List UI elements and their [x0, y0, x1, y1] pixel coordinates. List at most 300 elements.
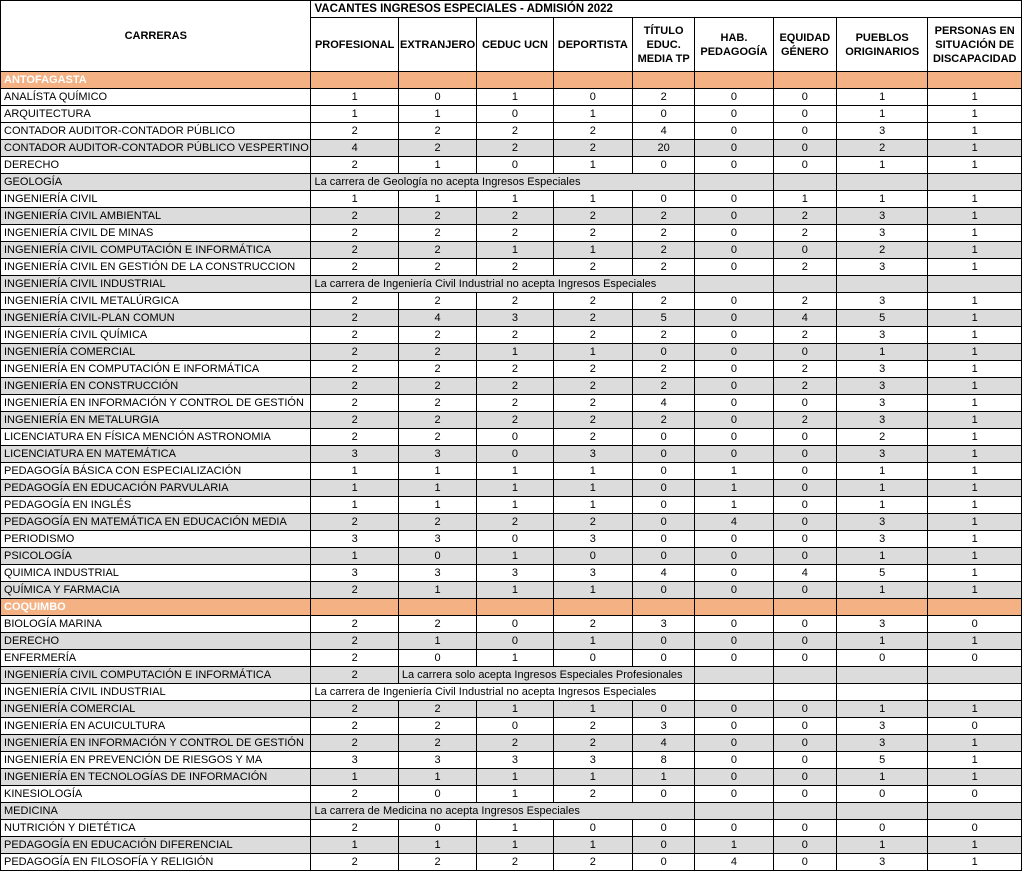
carreras-header: CARRERAS: [1, 1, 311, 72]
value-cell: 1: [553, 701, 632, 718]
value-cell: 0: [695, 718, 773, 735]
note-cell: La carrera de Ingeniería Civil Industrial no acepta Ingresos Especiales: [311, 684, 695, 701]
value-cell: 1: [477, 242, 553, 259]
empty-cell: [836, 803, 927, 820]
empty-cell: [695, 684, 773, 701]
value-cell: 2: [477, 293, 553, 310]
table-row: [1, 633, 1022, 650]
value-cell: 0: [477, 616, 553, 633]
value-cell: 2: [398, 327, 476, 344]
value-cell: 2: [477, 735, 553, 752]
value-cell: 2: [398, 378, 476, 395]
career-name: ENFERMERÍA: [1, 650, 311, 667]
value-cell: 0: [773, 157, 836, 174]
value-cell: 0: [553, 820, 632, 837]
value-cell: 2: [836, 242, 927, 259]
value-cell: 0: [695, 208, 773, 225]
value-cell: 2: [836, 429, 927, 446]
career-name: MEDICINA: [1, 803, 311, 820]
value-cell: 1: [477, 820, 553, 837]
value-cell: 1: [553, 480, 632, 497]
value-cell: 1: [928, 514, 1022, 531]
value-cell: 0: [773, 123, 836, 140]
table-row: [1, 514, 1022, 531]
value-cell: 1: [928, 225, 1022, 242]
value-cell: 0: [773, 701, 836, 718]
value-cell: 1: [477, 344, 553, 361]
value-cell: 1: [311, 548, 398, 565]
value-cell: 2: [553, 378, 632, 395]
career-name: KINESIOLOGÍA: [1, 786, 311, 803]
value-cell: 2: [398, 140, 476, 157]
value-cell: 0: [633, 191, 695, 208]
value-cell: 2: [477, 208, 553, 225]
value-cell: 0: [773, 395, 836, 412]
value-cell: 3: [836, 208, 927, 225]
value-cell: 3: [836, 259, 927, 276]
value-cell: 1: [928, 735, 1022, 752]
region-cell: [773, 72, 836, 89]
value-cell: 1: [553, 344, 632, 361]
career-name: LICENCIATURA EN MATEMÁTICA: [1, 446, 311, 463]
value-cell: 2: [311, 293, 398, 310]
value-cell: 0: [695, 361, 773, 378]
value-cell: 2: [311, 735, 398, 752]
value-cell: 1: [311, 191, 398, 208]
career-name: QUÍMICA Y FARMACIA: [1, 582, 311, 599]
value-cell: 2: [311, 242, 398, 259]
value-cell: 1: [928, 327, 1022, 344]
value-cell: 3: [836, 446, 927, 463]
value-cell: 0: [773, 497, 836, 514]
value-cell: 1: [836, 89, 927, 106]
table-row: [1, 616, 1022, 633]
value-cell: 2: [553, 310, 632, 327]
career-name: INGENIERÍA EN COMPUTACIÓN E INFORMÁTICA: [1, 361, 311, 378]
career-name: INGENIERÍA COMERCIAL: [1, 344, 311, 361]
value-cell: 2: [553, 140, 632, 157]
value-cell: 0: [773, 854, 836, 871]
value-cell: 4: [773, 310, 836, 327]
value-cell: 1: [398, 106, 476, 123]
value-cell: 4: [633, 395, 695, 412]
value-cell: 1: [836, 191, 927, 208]
value-cell: 2: [398, 701, 476, 718]
career-name: INGENIERÍA CIVIL QUÍMICA: [1, 327, 311, 344]
value-cell: 1: [398, 157, 476, 174]
value-cell: 3: [836, 225, 927, 242]
value-cell: 0: [695, 106, 773, 123]
value-cell: 0: [773, 106, 836, 123]
table-row: [1, 140, 1022, 157]
value-cell: 1: [928, 429, 1022, 446]
value-cell: 2: [398, 429, 476, 446]
value-cell: 2: [553, 616, 632, 633]
value-cell: 0: [477, 429, 553, 446]
career-name: DERECHO: [1, 633, 311, 650]
column-header: CEDUC UCN: [477, 18, 553, 72]
career-name: PEDAGOGÍA EN MATEMÁTICA EN EDUCACIÓN MEDIA: [1, 514, 311, 531]
career-name: DERECHO: [1, 157, 311, 174]
value-cell: 1: [928, 106, 1022, 123]
career-name: INGENIERÍA EN INFORMACIÓN Y CONTROL DE GESTIÓN: [1, 395, 311, 412]
value-cell: 0: [695, 89, 773, 106]
value-cell: 1: [398, 769, 476, 786]
value-cell: 3: [398, 565, 476, 582]
career-name: PEDAGOGÍA EN FILOSOFÍA Y RELIGIÓN: [1, 854, 311, 871]
value-cell: 1: [695, 837, 773, 854]
region-cell: [553, 72, 632, 89]
region-cell: [633, 599, 695, 616]
value-cell: 3: [633, 616, 695, 633]
value-cell: 0: [928, 616, 1022, 633]
value-cell: 2: [553, 259, 632, 276]
value-cell: 0: [773, 242, 836, 259]
value-cell: 1: [553, 582, 632, 599]
value-cell: 0: [773, 735, 836, 752]
value-cell: 0: [773, 514, 836, 531]
table-row: [1, 191, 1022, 208]
value-cell: 1: [311, 480, 398, 497]
column-header: PROFESIONAL: [311, 18, 398, 72]
value-cell: 2: [553, 429, 632, 446]
table-row: [1, 582, 1022, 599]
value-cell: 3: [836, 718, 927, 735]
value-cell: 0: [773, 582, 836, 599]
empty-cell: [773, 174, 836, 191]
value-cell: 0: [695, 259, 773, 276]
table-row: [1, 429, 1022, 446]
value-cell: 0: [633, 514, 695, 531]
value-cell: 2: [398, 514, 476, 531]
value-cell: 1: [928, 565, 1022, 582]
value-cell: 0: [553, 650, 632, 667]
empty-cell: [695, 174, 773, 191]
value-cell: 1: [695, 480, 773, 497]
value-cell: 2: [311, 701, 398, 718]
empty-cell: [928, 174, 1022, 191]
career-name: PERIODISMO: [1, 531, 311, 548]
value-cell: 0: [695, 786, 773, 803]
value-cell: 0: [773, 650, 836, 667]
value-cell: 2: [553, 123, 632, 140]
value-cell: 3: [836, 412, 927, 429]
value-cell: 3: [311, 565, 398, 582]
value-cell: 0: [928, 820, 1022, 837]
table-row: [1, 752, 1022, 769]
table-row: [1, 684, 1022, 701]
value-cell: 1: [836, 582, 927, 599]
value-cell: 2: [633, 225, 695, 242]
empty-cell: [836, 667, 927, 684]
region-name: COQUIMBO: [1, 599, 311, 616]
value-cell: 0: [477, 531, 553, 548]
empty-cell: [773, 803, 836, 820]
table-row: [1, 786, 1022, 803]
value-cell: 2: [773, 225, 836, 242]
value-cell: 2: [553, 514, 632, 531]
value-cell: 2: [311, 582, 398, 599]
value-cell: 2: [398, 616, 476, 633]
value-cell: 0: [928, 786, 1022, 803]
region-name: ANTOFAGASTA: [1, 72, 311, 89]
value-cell: 1: [836, 497, 927, 514]
career-name: INGENIERÍA EN ACUICULTURA: [1, 718, 311, 735]
value-cell: 2: [633, 242, 695, 259]
table-row: [1, 225, 1022, 242]
value-cell: 0: [928, 650, 1022, 667]
region-cell: [477, 72, 553, 89]
value-cell: 3: [836, 735, 927, 752]
value-cell: 2: [311, 378, 398, 395]
value-cell: 0: [695, 633, 773, 650]
value-cell: 0: [836, 820, 927, 837]
value-cell: 2: [553, 786, 632, 803]
value-cell: 1: [398, 837, 476, 854]
value-cell: 2: [553, 293, 632, 310]
value-cell: 2: [398, 242, 476, 259]
value-cell: 3: [836, 327, 927, 344]
value-cell: 4: [633, 565, 695, 582]
table-row: [1, 412, 1022, 429]
table-row: [1, 548, 1022, 565]
value-cell: 2: [311, 514, 398, 531]
value-cell: 0: [695, 395, 773, 412]
value-cell: 0: [773, 633, 836, 650]
value-cell: 0: [633, 548, 695, 565]
value-cell: 1: [928, 548, 1022, 565]
value-cell: 3: [311, 531, 398, 548]
value-cell: 0: [695, 412, 773, 429]
value-cell: 3: [553, 446, 632, 463]
region-cell: [311, 599, 398, 616]
value-cell: 0: [633, 854, 695, 871]
value-cell: 0: [398, 548, 476, 565]
value-cell: 0: [773, 140, 836, 157]
career-name: INGENIERÍA CIVIL DE MINAS: [1, 225, 311, 242]
value-cell: 2: [836, 140, 927, 157]
value-cell: 0: [773, 429, 836, 446]
value-cell: 2: [311, 259, 398, 276]
value-cell: 1: [398, 480, 476, 497]
value-cell: 1: [477, 701, 553, 718]
value-cell: 1: [836, 106, 927, 123]
region-cell: [928, 599, 1022, 616]
value-cell: 4: [695, 514, 773, 531]
value-cell: 2: [553, 412, 632, 429]
value-cell: 4: [773, 565, 836, 582]
value-cell: 2: [311, 667, 398, 684]
value-cell: 1: [311, 769, 398, 786]
value-cell: 8: [633, 752, 695, 769]
value-cell: 1: [928, 752, 1022, 769]
empty-cell: [773, 276, 836, 293]
value-cell: 0: [695, 225, 773, 242]
value-cell: 3: [836, 378, 927, 395]
value-cell: 1: [695, 497, 773, 514]
value-cell: 2: [398, 344, 476, 361]
value-cell: 1: [928, 769, 1022, 786]
value-cell: 3: [553, 752, 632, 769]
value-cell: 0: [773, 616, 836, 633]
table-row: [1, 735, 1022, 752]
region-cell: [928, 72, 1022, 89]
table-row: [1, 174, 1022, 191]
value-cell: 2: [311, 327, 398, 344]
value-cell: 2: [773, 259, 836, 276]
value-cell: 0: [633, 701, 695, 718]
value-cell: 1: [928, 208, 1022, 225]
value-cell: 2: [311, 718, 398, 735]
table-row: [1, 395, 1022, 412]
value-cell: 5: [836, 565, 927, 582]
value-cell: 0: [836, 650, 927, 667]
table-row: [1, 242, 1022, 259]
value-cell: 2: [398, 259, 476, 276]
value-cell: 2: [311, 310, 398, 327]
value-cell: 1: [928, 463, 1022, 480]
value-cell: 1: [928, 854, 1022, 871]
value-cell: 3: [477, 565, 553, 582]
value-cell: 0: [695, 344, 773, 361]
value-cell: 1: [311, 463, 398, 480]
value-cell: 2: [773, 361, 836, 378]
value-cell: 2: [398, 718, 476, 735]
value-cell: 2: [398, 412, 476, 429]
value-cell: 3: [398, 752, 476, 769]
value-cell: 1: [928, 157, 1022, 174]
value-cell: 0: [695, 378, 773, 395]
value-cell: 1: [928, 361, 1022, 378]
value-cell: 1: [477, 463, 553, 480]
value-cell: 1: [553, 463, 632, 480]
region-cell: [398, 72, 476, 89]
region-cell: [836, 72, 927, 89]
value-cell: 2: [398, 361, 476, 378]
value-cell: 0: [695, 310, 773, 327]
value-cell: 4: [633, 735, 695, 752]
value-cell: 2: [773, 412, 836, 429]
career-name: PEDAGOGÍA EN INGLÉS: [1, 497, 311, 514]
value-cell: 1: [695, 463, 773, 480]
column-header: EXTRANJERO: [398, 18, 476, 72]
table-row: [1, 837, 1022, 854]
value-cell: 0: [633, 531, 695, 548]
value-cell: 3: [398, 531, 476, 548]
value-cell: 1: [553, 837, 632, 854]
value-cell: 0: [695, 616, 773, 633]
value-cell: 1: [398, 633, 476, 650]
value-cell: 5: [836, 752, 927, 769]
value-cell: 1: [477, 786, 553, 803]
value-cell: 0: [773, 344, 836, 361]
value-cell: 2: [773, 293, 836, 310]
value-cell: 0: [633, 633, 695, 650]
value-cell: 0: [695, 769, 773, 786]
value-cell: 0: [553, 548, 632, 565]
value-cell: 0: [398, 89, 476, 106]
value-cell: 20: [633, 140, 695, 157]
value-cell: 2: [311, 650, 398, 667]
value-cell: 0: [477, 718, 553, 735]
table-row: [1, 701, 1022, 718]
career-name: QUIMICA INDUSTRIAL: [1, 565, 311, 582]
value-cell: 2: [773, 327, 836, 344]
region-cell: [477, 599, 553, 616]
career-name: ANALÍSTA QUÍMICO: [1, 89, 311, 106]
value-cell: 0: [633, 497, 695, 514]
value-cell: 3: [311, 752, 398, 769]
value-cell: 2: [477, 259, 553, 276]
value-cell: 3: [633, 718, 695, 735]
value-cell: 1: [928, 480, 1022, 497]
value-cell: 4: [398, 310, 476, 327]
value-cell: 1: [928, 310, 1022, 327]
value-cell: 3: [836, 854, 927, 871]
career-name: INGENIERÍA CIVIL AMBIENTAL: [1, 208, 311, 225]
value-cell: 1: [928, 140, 1022, 157]
value-cell: 0: [695, 701, 773, 718]
table-row: [1, 531, 1022, 548]
empty-cell: [928, 276, 1022, 293]
note-cell: La carrera de Medicina no acepta Ingresos Especiales: [311, 803, 695, 820]
region-cell: [553, 599, 632, 616]
value-cell: 0: [695, 820, 773, 837]
value-cell: 1: [398, 191, 476, 208]
value-cell: 1: [928, 259, 1022, 276]
value-cell: 5: [836, 310, 927, 327]
value-cell: 2: [398, 225, 476, 242]
empty-cell: [695, 667, 773, 684]
value-cell: 2: [633, 208, 695, 225]
value-cell: 2: [553, 718, 632, 735]
value-cell: 1: [477, 89, 553, 106]
value-cell: 1: [398, 463, 476, 480]
value-cell: 2: [633, 412, 695, 429]
value-cell: 1: [928, 395, 1022, 412]
value-cell: 0: [633, 786, 695, 803]
value-cell: 1: [553, 633, 632, 650]
value-cell: 2: [477, 225, 553, 242]
value-cell: 3: [836, 616, 927, 633]
value-cell: 1: [311, 497, 398, 514]
value-cell: 2: [477, 123, 553, 140]
value-cell: 1: [928, 378, 1022, 395]
value-cell: 0: [773, 752, 836, 769]
value-cell: 0: [633, 157, 695, 174]
value-cell: 2: [553, 854, 632, 871]
value-cell: 3: [311, 446, 398, 463]
value-cell: 2: [398, 208, 476, 225]
value-cell: 2: [311, 123, 398, 140]
value-cell: 0: [773, 786, 836, 803]
value-cell: 2: [633, 259, 695, 276]
value-cell: 0: [695, 140, 773, 157]
value-cell: 0: [773, 820, 836, 837]
value-cell: 2: [477, 361, 553, 378]
empty-cell: [836, 174, 927, 191]
column-header: DEPORTISTA: [553, 18, 632, 72]
note-cell: La carrera solo acepta Ingresos Especiales Profesionales: [398, 667, 694, 684]
value-cell: 0: [695, 191, 773, 208]
empty-cell: [773, 667, 836, 684]
empty-cell: [773, 684, 836, 701]
value-cell: 2: [773, 378, 836, 395]
table-row: [1, 565, 1022, 582]
region-cell: [633, 72, 695, 89]
value-cell: 0: [695, 735, 773, 752]
column-header: EQUIDAD GÉNERO: [773, 18, 836, 72]
